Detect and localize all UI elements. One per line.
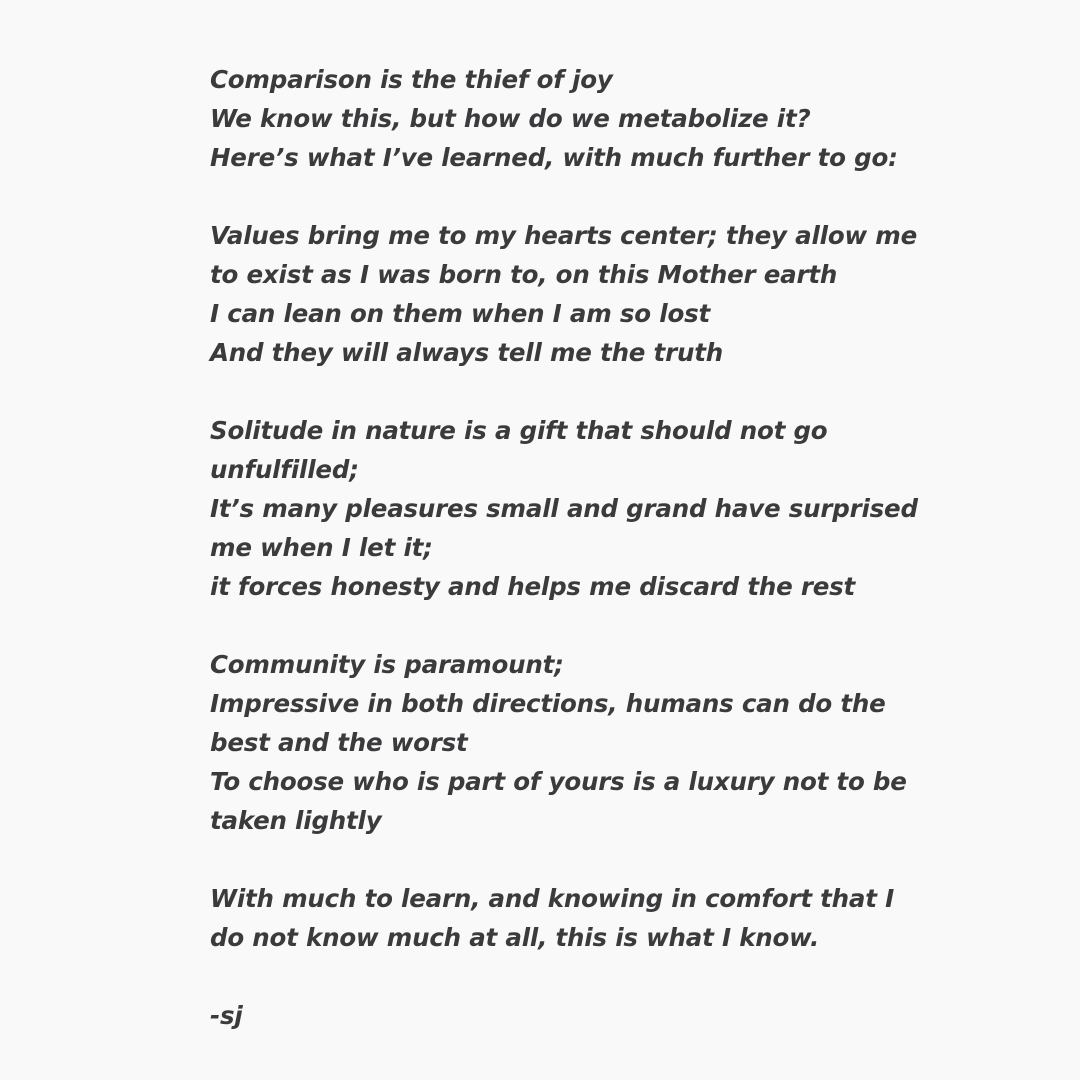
poem-line: Impressive in both directions, humans can do the (210, 689, 886, 718)
stanza-break (210, 606, 890, 645)
poem-line: It’s many pleasures small and grand have surprised (210, 494, 918, 523)
stanza-community (210, 645, 907, 840)
stanza-break (210, 372, 890, 411)
poem-line: it forces honesty and helps me discard the rest (210, 572, 856, 601)
poem-line: Comparison is the thief of joy (210, 65, 613, 94)
poem-line: to exist as I was born to, on this Mother earth (210, 260, 838, 289)
poem-line: To choose who is part of yours is a luxury not to be (210, 767, 907, 796)
poem-line: taken lightly (210, 806, 382, 835)
poem-line: do not know much at all, this is what I know. (210, 923, 820, 952)
poem-text (210, 60, 918, 1035)
poem-line: We know this, but how do we metabolize it? (210, 104, 811, 133)
poem-line: me when I let it; (210, 533, 433, 562)
signature: -sj (210, 1001, 243, 1030)
stanza-values (210, 216, 918, 372)
poem-line: And they will always tell me the truth (210, 338, 723, 367)
stanza-break (210, 840, 890, 879)
poem-line: Solitude in nature is a gift that should not go (210, 416, 828, 445)
poem-line: unfulfilled; (210, 455, 359, 484)
poem-line: Community is paramount; (210, 650, 564, 679)
poem-line: Values bring me to my hearts center; they allow me (210, 221, 918, 250)
stanza-intro (210, 60, 898, 177)
stanza-solitude (210, 411, 918, 606)
stanza-closing (210, 879, 895, 957)
poem-line: I can lean on them when I am so lost (210, 299, 710, 328)
poem-line: With much to learn, and knowing in comfort that I (210, 884, 895, 913)
poem-line: Here’s what I’ve learned, with much further to go: (210, 143, 898, 172)
stanza-break (210, 957, 890, 996)
poem-line: best and the worst (210, 728, 468, 757)
stanza-break (210, 177, 890, 216)
